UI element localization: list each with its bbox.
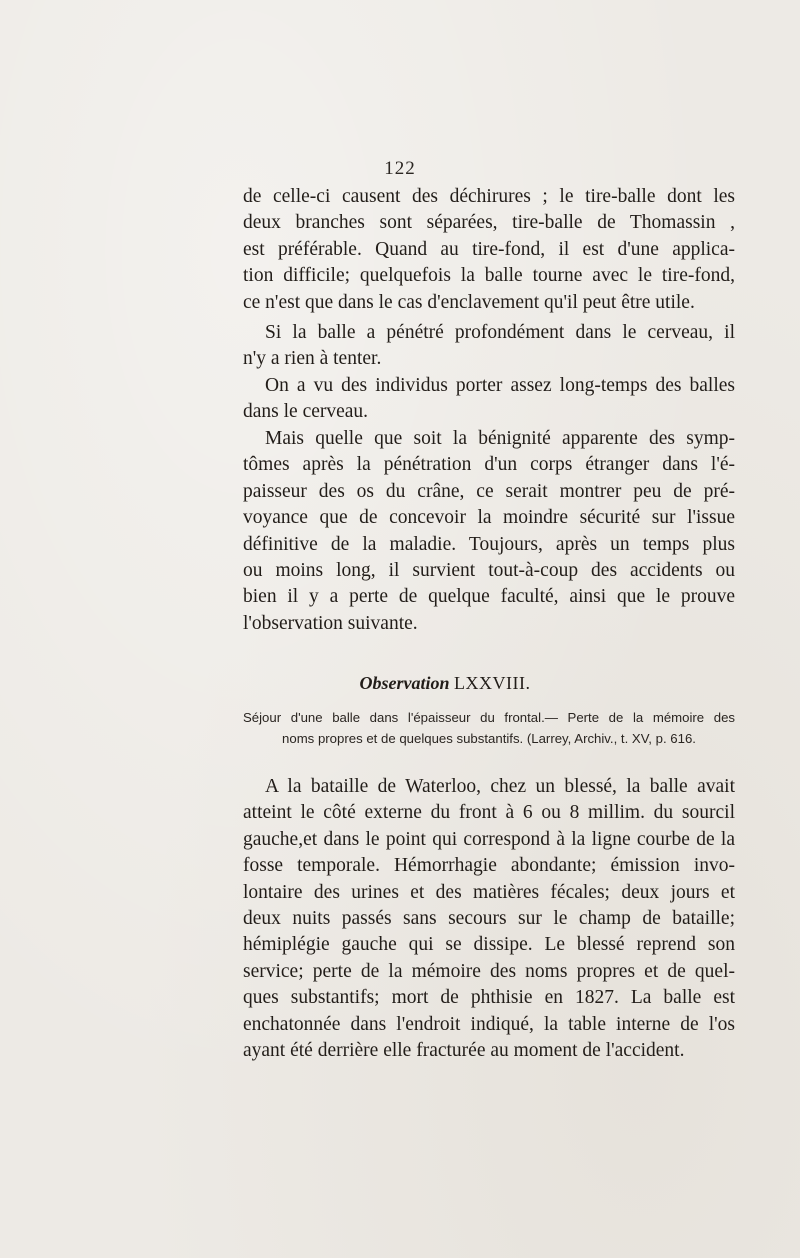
- paragraph-waterloo-case: [243, 774, 735, 1064]
- observation-heading: [0, 673, 800, 694]
- text-line: hémiplégie gauche qui se dissipe. Le blessé reprend son: [243, 934, 735, 956]
- text-line: voyance que de concevoir la moindre sécurité sur l'issue: [243, 507, 735, 529]
- paragraph-deep-penetration: [243, 320, 735, 373]
- text-line: dans le cerveau.: [243, 401, 369, 423]
- text-line: ce n'est que dans le cas d'enclavement qu'il peut être utile.: [243, 291, 695, 313]
- text-line: définitive de la maladie. Toujours, après un temps plus: [243, 533, 735, 555]
- text-line: service; perte de la mémoire des noms propres et de quel-: [243, 960, 735, 982]
- text-line: de celle-ci causent des déchirures ; le tire-balle dont les: [243, 186, 735, 207]
- observation-word: Observation: [359, 673, 450, 693]
- text-line: est préférable. Quand au tire-fond, il est d'une applica-: [243, 238, 735, 260]
- text-line: n'y a rien à tenter.: [243, 348, 382, 370]
- text-line: paisseur des os du crâne, ce serait montrer peu de pré-: [243, 480, 735, 502]
- observation-number: LXXVIII.: [454, 673, 531, 693]
- text-line: A la bataille de Waterloo, chez un blessé, la balle avait: [265, 776, 735, 797]
- text-line: lontaire des urines et des matières fécales; deux jours et: [243, 881, 735, 903]
- text-line: tômes après la pénétration d'un corps étranger dans l'é-: [243, 454, 735, 476]
- summary-line: Séjour d'une balle dans l'épaisseur du frontal.— Perte de la mémoire des: [243, 710, 735, 725]
- text-line: bien il y a perte de quelque faculté, ainsi que le prouve: [243, 586, 735, 608]
- text-line: deux branches sont séparées, tire-balle de Thomassin ,: [243, 212, 735, 234]
- text-line: gauche,et dans le point qui correspond à la ligne courbe de la: [243, 828, 735, 850]
- text-line: Mais quelle que soit la bénignité apparente des symp-: [265, 428, 735, 449]
- paragraph-long-time: [243, 373, 735, 426]
- text-line: Si la balle a pénétré profondément dans le cerveau, il: [265, 322, 735, 343]
- observation-summary: [243, 707, 735, 749]
- paragraph-benignity: [243, 426, 735, 637]
- text-line: ques substantifs; mort de phthisie en 1827. La balle est: [243, 987, 735, 1009]
- text-line: fosse temporale. Hémorrhagie abondante; émission invo-: [243, 855, 735, 877]
- page-number: 122: [384, 158, 416, 179]
- text-line: ayant été derrière elle fracturée au moment de l'accident.: [243, 1039, 685, 1061]
- text-line: enchatonnée dans l'endroit indiqué, la table interne de l'os: [243, 1013, 735, 1035]
- text-line: tion difficile; quelquefois la balle tourne avec le tire-fond,: [243, 265, 735, 287]
- summary-line: noms propres et de quelques substantifs. (Larrey, Archiv., t. XV, p. 616.: [282, 731, 696, 746]
- text-line: deux nuits passés sans secours sur le champ de bataille;: [243, 907, 735, 929]
- text-line: ou moins long, il survient tout-à-coup des accidents ou: [243, 559, 735, 581]
- text-line: atteint le côté externe du front à 6 ou 8 millim. du sourcil: [243, 802, 735, 824]
- text-line: On a vu des individus porter assez long-temps des balles: [265, 375, 735, 396]
- text-line: l'observation suivante.: [243, 612, 418, 634]
- paragraph-extraction-tools: [243, 184, 735, 316]
